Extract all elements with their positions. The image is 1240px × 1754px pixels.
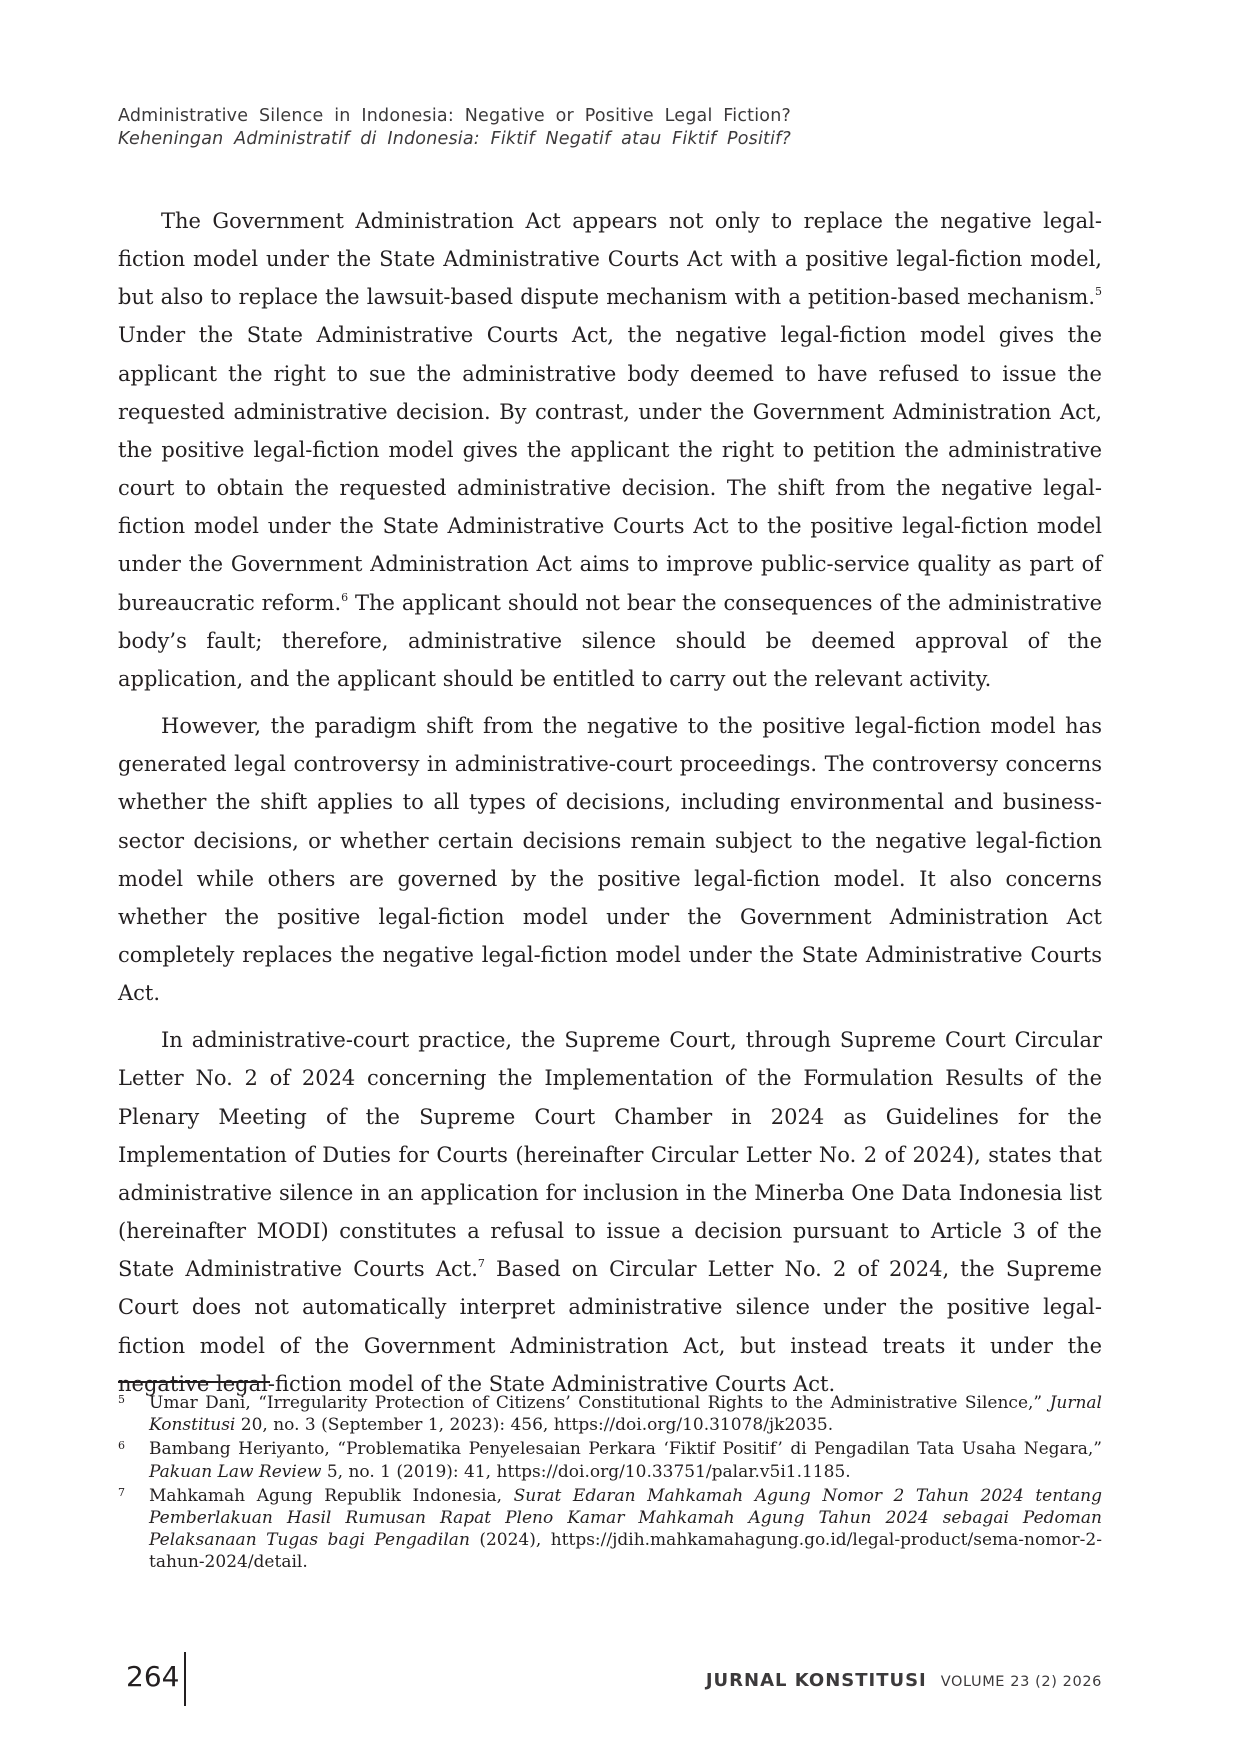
footnote-ref-7[interactable]: 7 <box>477 1257 485 1271</box>
footnote-text-part: Bambang Heriyanto, “Problematika Penyelesaian Perkara ‘Fiktif Positif’ di Pengadilan Tata Usaha Negara,” <box>149 1439 1102 1460</box>
footnote-number: 6 <box>118 1439 125 1453</box>
footnote-text <box>149 1392 1102 1436</box>
footnote-source-title: Pakuan Law Review <box>149 1461 322 1482</box>
page-number-divider <box>184 1652 186 1706</box>
footnote-ref-6[interactable]: 6 <box>341 590 349 604</box>
journal-footer <box>706 1670 1102 1691</box>
footnote-text <box>149 1438 1102 1482</box>
article-body <box>118 202 1102 1412</box>
paragraph-1 <box>118 202 1102 698</box>
footnote-number: 5 <box>118 1393 125 1406</box>
journal-name: JURNAL KONSTITUSI <box>705 1670 927 1691</box>
footnote-7 <box>118 1485 1102 1574</box>
footnote-number: 7 <box>118 1485 125 1499</box>
paragraph-3 <box>118 1021 1102 1403</box>
footnote-ref-5[interactable]: 5 <box>1095 285 1102 299</box>
footnote-text-part: Mahkamah Agung Republik Indonesia, <box>149 1485 514 1506</box>
page-number: 264 <box>126 1660 180 1693</box>
running-header <box>118 105 791 151</box>
footnote-source-title: Surat Edaran Mahkamah Agung Nomor 2 Tahun 2024 tentang Pemberlakuan Hasil Rumusan Rapat Pleno Kamar Mahkamah Agung Tahun 2024 sebagai Pedoman Pelaksanaan Tugas bagi Pengadilan <box>149 1485 1102 1551</box>
header-title-english: Administrative Silence in Indonesia: Negative or Positive Legal Fiction? <box>118 106 791 126</box>
footnote-6 <box>118 1438 1102 1482</box>
paragraph-1-text-b: Under the State Administrative Courts Act, the negative legal-fiction model gives the applicant the right to sue the administrative body deemed to have refused to issue the requested administrative decision. By contrast, under the Government Administration Act, the positive legal-fiction model gives the applicant the right to petition the administrative court to obtain the requested administrative decision. The shift from the negative legal-fiction model under the State Administrative Courts Act to the positive legal-fiction model under the Government Administration Act aims to improve public-service quality as part of bureaucratic reform. <box>118 323 1102 615</box>
footnote-5 <box>118 1392 1102 1436</box>
footnote-text-part: 5, no. 1 (2019): 41, https://doi.org/10.33751/palar.v5i1.1185. <box>321 1461 851 1482</box>
footnote-source-title: Jurnal Konstitusi <box>149 1393 1102 1436</box>
footnote-text-part: Umar Dani, “Irregularity Protection of Citizens’ Constitutional Rights to the Administrative Silence,” <box>149 1393 1050 1413</box>
paragraph-1-text-a: The Government Administration Act appears not only to replace the negative legal-fiction model under the State Administrative Courts Act with a positive legal-fiction model, but also to replace the lawsuit-based dispute mechanism with a petition-based mechanism. <box>118 209 1102 310</box>
footnotes <box>118 1392 1102 1576</box>
footnote-text-part: (2024), https://jdih.mahkamahagung.go.id/legal-product/sema-nomor-2-tahun-2024/detail. <box>149 1530 1102 1573</box>
journal-volume: VOLUME 23 (2) 2026 <box>940 1674 1102 1690</box>
paragraph-2 <box>118 707 1102 1012</box>
footnote-separator <box>118 1381 270 1383</box>
paragraph-2-text: However, the paradigm shift from the negative to the positive legal-fiction model has generated legal controversy in administrative-court proceedings. The controversy concerns whether the shift applies to all types of decisions, including environmental and business-sector decisions, or whether certain decisions remain subject to the negative legal-fiction model while others are governed by the positive legal-fiction model. It also concerns whether the positive legal-fiction model under the Government Administration Act completely replaces the negative legal-fiction model under the State Administrative Courts Act. <box>118 714 1102 1006</box>
paragraph-3-text-b: Based on Circular Letter No. 2 of 2024, the Supreme Court does not automatically interpret administrative silence under the positive legal-fiction model of the Government Administration Act, but instead treats it under the negative legal-fiction model of the State Administrative Courts Act. <box>118 1257 1102 1396</box>
footnote-text-part: 20, no. 3 (September 1, 2023): 456, https://doi.org/10.31078/jk2035. <box>235 1415 834 1436</box>
paragraph-3-text-a: In administrative-court practice, the Supreme Court, through Supreme Court Circular Letter No. 2 of 2024 concerning the Implementation of the Formulation Results of the Plenary Meeting of the Supreme Court Chamber in 2024 as Guidelines for the Implementation of Duties for Courts (hereinafter Circular Letter No. 2 of 2024), states that administrative silence in an application for inclusion in the Minerba One Data Indonesia list (hereinafter MODI) constitutes a refusal to issue a decision pursuant to Article 3 of the State Administrative Courts Act. <box>118 1028 1102 1282</box>
footnote-text <box>149 1485 1102 1574</box>
paragraph-1-text-c: The applicant should not bear the consequences of the administrative body’s fault; therefore, administrative silence should be deemed approval of the application, and the applicant should be entitled to carry out the relevant activity. <box>118 590 1103 691</box>
header-title-indonesian: Keheningan Administratif di Indonesia: Fiktif Negatif atau Fiktif Positif? <box>118 129 791 149</box>
